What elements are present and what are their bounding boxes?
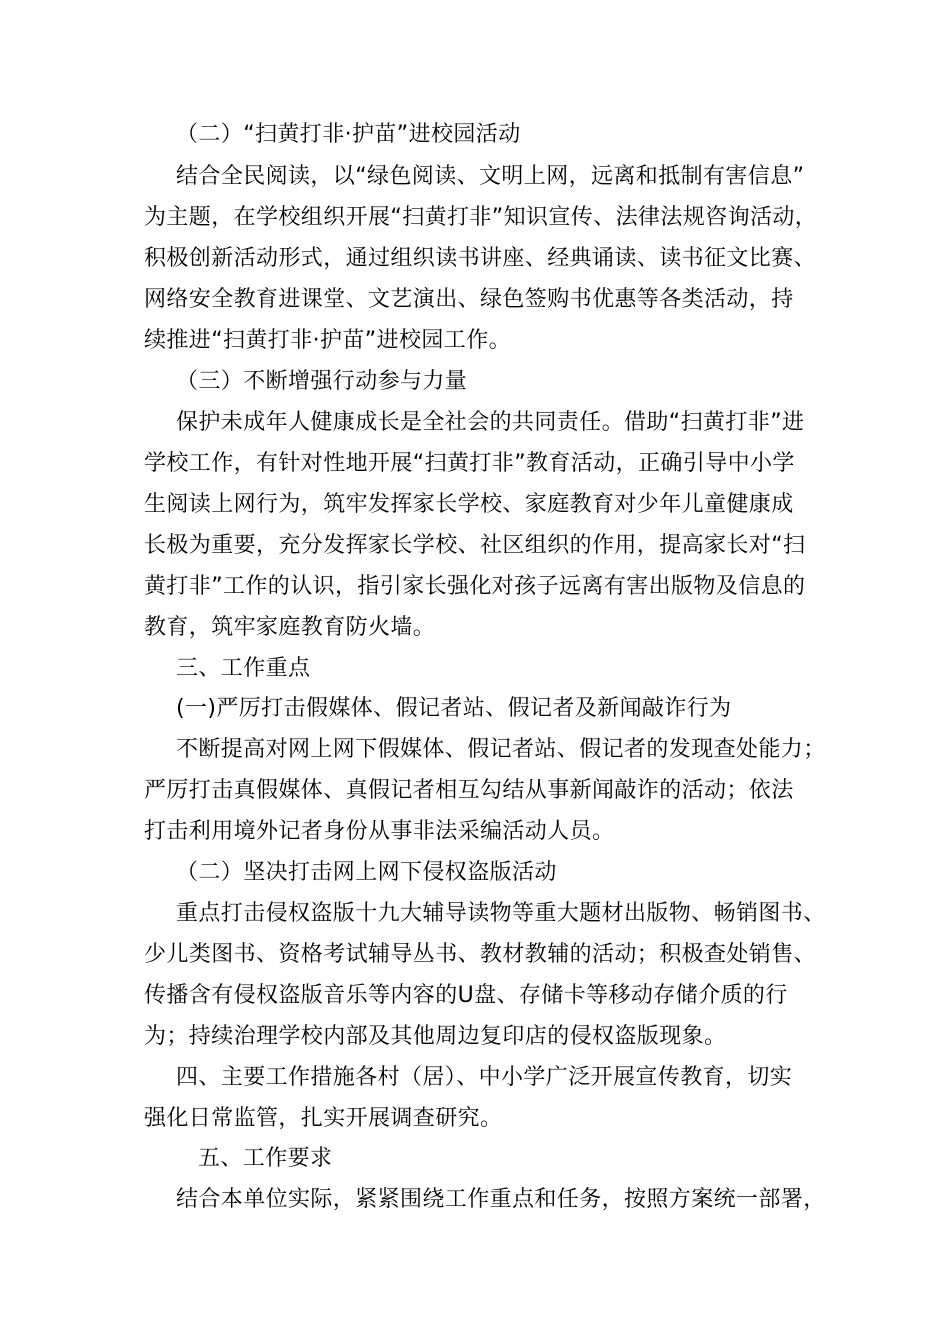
heading-line: （二）坚决打击网上网下侵权盗版活动 <box>176 860 557 885</box>
paragraph-line: 结合本单位实际，紧紧围绕工作重点和任务，按照方案统一部署， <box>176 1187 826 1212</box>
paragraph-line: 重点打击侵权盗版十九大辅导读物等重大题材出版物、畅销图书、 <box>176 901 826 926</box>
paragraph-line: 学校工作，有针对性地开展“扫黄打非”教育活动，正确引导中小学 <box>144 451 795 476</box>
paragraph-line: 生阅读上网行为，筑牢发挥家长学校、家庭教育对少年儿童健康成 <box>144 492 794 517</box>
paragraph-line: 保护未成年人健康成长是全社会的共同责任。借助“扫黄打非”进 <box>176 410 805 435</box>
paragraph-line: 打击利用境外记者身份从事非法采编活动人员。 <box>144 819 615 844</box>
paragraph-line: 续推进“扫黄打非·护苗”进校园工作。 <box>144 328 511 353</box>
heading-line: （二）“扫黄打非·护苗”进校园活动 <box>176 122 521 147</box>
paragraph-line: 网络安全教育进课堂、文艺演出、绿色签购书优惠等各类活动，持 <box>144 287 794 312</box>
paragraph-line: 黄打非”工作的认识，指引家长强化对孩子远离有害出版物及信息的 <box>144 574 806 599</box>
paragraph-line: 强化日常监管，扎实开展调查研究。 <box>144 1106 503 1131</box>
paragraph-line: 为主题，在学校组织开展“扫黄打非”知识宣传、法律法规咨询活动， <box>144 205 818 230</box>
paragraph-line: 教育，筑牢家庭教育防火墙。 <box>144 615 436 640</box>
heading-line: (一)严厉打击假媒体、假记者站、假记者及新闻敲诈行为 <box>176 696 732 721</box>
paragraph-line: 少儿类图书、资格考试辅导丛书、教材教辅的活动；积极查处销售、 <box>144 942 817 967</box>
paragraph-line: 传播含有侵权盗版音乐等内容的U盘、存储卡等移动存储介质的行 <box>144 983 788 1008</box>
section-heading: 五、工作要求 <box>198 1146 333 1171</box>
paragraph-line: 为；持续治理学校内部及其他周边复印店的侵权盗版现象。 <box>144 1024 727 1049</box>
heading-line: （三）不断增强行动参与力量 <box>176 369 468 394</box>
paragraph-line: 长极为重要，充分发挥家长学校、社区组织的作用，提高家长对“扫 <box>144 533 806 558</box>
paragraph-line: 四、主要工作措施各村（居）、中小学广泛开展宣传教育，切实 <box>176 1065 793 1090</box>
paragraph-line: 严厉打击真假媒体、真假记者相互勾结从事新闻敲诈的活动；依法 <box>144 778 794 803</box>
section-heading: 三、工作重点 <box>176 656 311 681</box>
paragraph-line: 结合全民阅读，以“绿色阅读、文明上网，远离和抵制有害信息” <box>176 164 805 189</box>
paragraph-line: 不断提高对网上网下假媒体、假记者站、假记者的发现查处能力； <box>176 737 826 762</box>
paragraph-line: 积极创新活动形式，通过组织读书讲座、经典诵读、读书征文比赛、 <box>144 246 817 271</box>
